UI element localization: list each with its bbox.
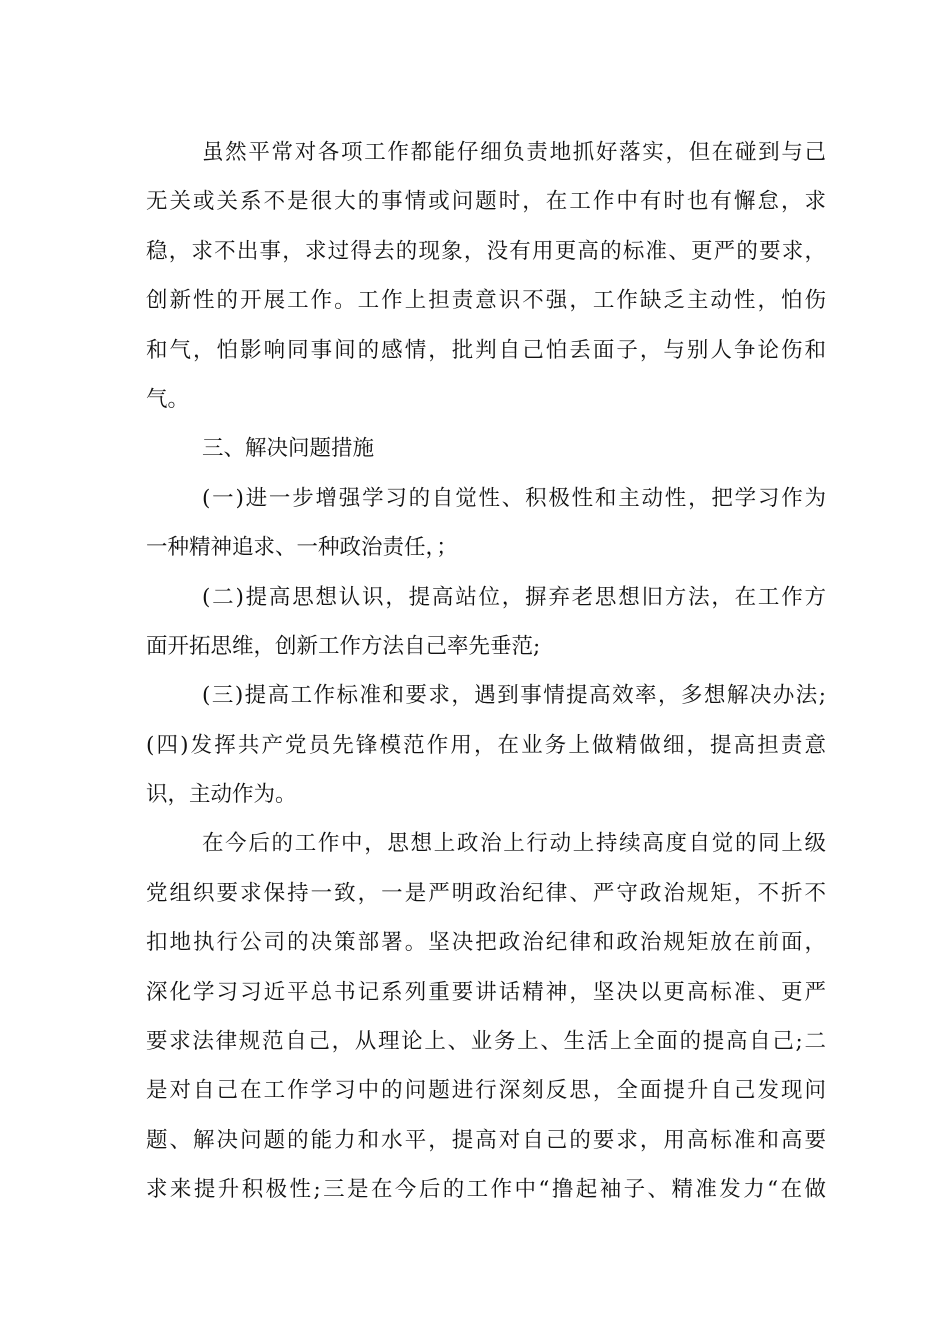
text-line: 是对自己在工作学习中的问题进行深刻反思，全面提升自己发现问 <box>146 1078 826 1104</box>
text-line: 扣地执行公司的决策部署。坚决把政治纪律和政治规矩放在前面， <box>146 930 826 956</box>
text-line: (一)进一步增强学习的自觉性、积极性和主动性，把学习作为 <box>202 485 826 511</box>
text-line: 要求法律规范自己，从理论上、业务上、生活上全面的提高自己;二 <box>146 1029 826 1055</box>
text-line: (二)提高思想认识，提高站位，摒弃老思想旧方法，在工作方 <box>202 584 826 610</box>
text-line: 党组织要求保持一致，一是严明政治纪律、严守政治规矩，不折不 <box>146 880 826 906</box>
text-line: 深化学习习近平总书记系列重要讲话精神，坚决以更高标准、更严 <box>146 979 826 1005</box>
text-line: 虽然平常对各项工作都能仔细负责地抓好落实，但在碰到与己 <box>202 140 826 165</box>
text-line: 一种精神追求、一种政治责任，； <box>146 535 458 561</box>
text-line: 在今后的工作中，思想上政治上行动上持续高度自觉的同上级 <box>202 831 826 857</box>
text-line: 求来提升积极性;三是在今后的工作中“撸起袖子、精准发力“在做 <box>146 1177 826 1203</box>
text-line: 无关或关系不是很大的事情或问题时，在工作中有时也有懈怠，求 <box>146 189 826 215</box>
text-line: 和气，怕影响同事间的感情，批判自己怕丢面子，与别人争论伤和 <box>146 337 826 363</box>
text-line: 稳，求不出事，求过得去的现象，没有用更高的标准、更严的要求， <box>146 238 826 264</box>
text-line: 题、解决问题的能力和水平，提高对自己的要求，用高标准和高要 <box>146 1127 826 1153</box>
text-line: (四)发挥共产党员先锋模范作用，在业务上做精做细，提高担责意 <box>146 732 826 758</box>
text-line: 创新性的开展工作。工作上担责意识不强，工作缺乏主动性，怕伤 <box>146 288 826 314</box>
text-line: 气。 <box>146 386 190 412</box>
text-line: 识，主动作为。 <box>146 782 297 808</box>
document-body <box>146 128 826 1215</box>
text-line: (三)提高工作标准和要求，遇到事情提高效率，多想解决办法; <box>202 683 826 709</box>
text-line: 面开拓思维，创新工作方法自己率先垂范; <box>146 633 541 659</box>
text-line: 三、解决问题措施 <box>202 436 375 462</box>
